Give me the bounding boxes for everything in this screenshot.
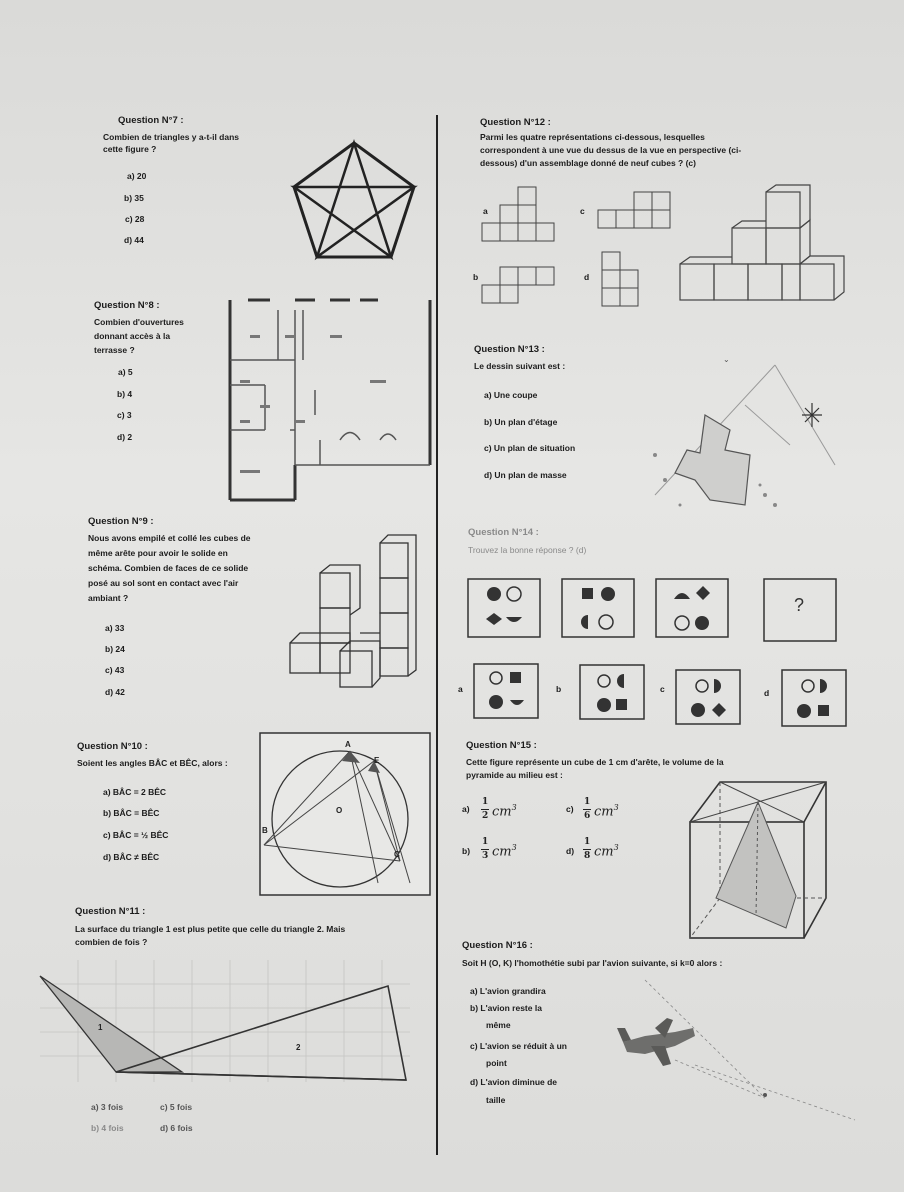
- q12-option-c-grid[interactable]: [596, 190, 681, 235]
- q16-option-c-cont: point: [486, 1058, 507, 1068]
- q12-label-b[interactable]: b: [473, 272, 479, 282]
- label-O: O: [336, 806, 343, 815]
- q11-title: Question N°11 :: [75, 906, 146, 917]
- q16-option-a[interactable]: a) L'avion grandira: [470, 986, 546, 996]
- q11-option-c[interactable]: c) 5 fois: [160, 1102, 193, 1112]
- circle-angles-figure: [260, 733, 430, 895]
- triangles-figure: [40, 960, 420, 1085]
- q15-text: pyramide au milieu est :: [466, 770, 563, 780]
- q9-option-c[interactable]: c) 43: [105, 665, 125, 675]
- exponent: 3: [613, 843, 619, 852]
- unit: cm: [594, 804, 614, 820]
- q14-label-b[interactable]: b: [556, 684, 562, 694]
- q15-option-a-label[interactable]: a): [462, 804, 470, 814]
- q9-title: Question N°9 :: [88, 516, 154, 527]
- q10-option-b[interactable]: b) BÂC = BÊC: [103, 808, 160, 818]
- q16-option-d[interactable]: d) L'avion diminue de: [470, 1077, 558, 1087]
- q14-label-d[interactable]: d: [764, 688, 770, 698]
- q12-label-a[interactable]: a: [483, 206, 488, 216]
- q10-option-d[interactable]: d) BÂC ≠ BÊC: [103, 852, 160, 862]
- label-A: A: [345, 740, 351, 749]
- q9-text: Nous avons empilé et collé les cubes de: [88, 533, 251, 543]
- q15-text: Cette figure représente un cube de 1 cm d'arête, le volume de la: [466, 757, 724, 767]
- label-C: C: [394, 850, 400, 859]
- label-E: E: [374, 756, 380, 765]
- column-divider: [436, 115, 438, 1155]
- stacked-cubes-figure: [288, 533, 423, 691]
- exponent: 3: [511, 803, 517, 812]
- floor-plan-figure: [220, 290, 435, 510]
- q8-option-d[interactable]: d) 2: [117, 432, 133, 442]
- q14-option-b[interactable]: [578, 663, 648, 723]
- isometric-cubes-figure: [678, 182, 853, 304]
- svg-text:⌄: ⌄: [723, 355, 730, 364]
- q14-option-a[interactable]: [472, 662, 542, 722]
- q7-title: Question N°7 :: [118, 115, 184, 126]
- q16-option-c[interactable]: c) L'avion se réduit à un: [470, 1041, 567, 1051]
- q9-text: schéma. Combien de faces de ce solide: [88, 563, 249, 573]
- q15-option-c-label[interactable]: c): [566, 804, 574, 814]
- exponent: 3: [511, 843, 517, 852]
- q8-option-a[interactable]: a) 5: [118, 367, 133, 377]
- q13-option-d[interactable]: d) Un plan de masse: [484, 470, 567, 480]
- q10-option-c[interactable]: c) BÂC = ½ BÊC: [103, 830, 169, 840]
- q11-option-b[interactable]: b) 4 fois: [91, 1123, 124, 1133]
- q10-title: Question N°10 :: [77, 741, 148, 752]
- denominator: 8: [584, 851, 591, 861]
- q7-option-a[interactable]: a) 20: [127, 171, 147, 181]
- q14-label-c[interactable]: c: [660, 684, 665, 694]
- q7-option-b[interactable]: b) 35: [124, 193, 144, 203]
- pentagon-star-figure: [290, 140, 420, 260]
- q12-option-b-grid[interactable]: [480, 265, 565, 310]
- q14-option-c[interactable]: [674, 668, 744, 728]
- q16-title: Question N°16 :: [462, 940, 533, 951]
- q11-option-a[interactable]: a) 3 fois: [91, 1102, 124, 1112]
- q14-label-a[interactable]: a: [458, 684, 463, 694]
- q12-label-c[interactable]: c: [580, 206, 585, 216]
- q11-option-d[interactable]: d) 6 fois: [160, 1123, 193, 1133]
- question-mark: ?: [794, 595, 805, 615]
- denominator: 2: [482, 811, 489, 821]
- q9-text: ambiant ?: [88, 593, 129, 603]
- q15-option-d-label[interactable]: d): [566, 846, 575, 856]
- unit: cm: [492, 804, 512, 820]
- q16-option-d-cont: taille: [486, 1095, 506, 1105]
- q8-text: donnant accès à la: [94, 331, 171, 341]
- q9-text: posé au sol sont en contact avec l'air: [88, 578, 239, 588]
- denominator: 3: [482, 851, 489, 861]
- q16-option-b[interactable]: b) L'avion reste la: [470, 1003, 542, 1013]
- q9-option-d[interactable]: d) 42: [105, 687, 125, 697]
- denominator: 6: [584, 811, 591, 821]
- unit: cm: [492, 844, 512, 860]
- numerator: 1: [584, 797, 591, 807]
- q12-option-d-grid[interactable]: [600, 250, 650, 318]
- q15-title: Question N°15 :: [466, 740, 537, 751]
- q12-option-a-grid[interactable]: [480, 185, 560, 245]
- q8-text: terrasse ?: [94, 345, 135, 355]
- q9-option-a[interactable]: a) 33: [105, 623, 125, 633]
- site-plan-figure: [615, 355, 840, 525]
- q12-text: dessous) d'un assemblage donné de neuf cubes ? (c): [480, 158, 696, 168]
- q10-option-a[interactable]: a) BÂC = 2 BÊC: [103, 787, 167, 797]
- q8-option-b[interactable]: b) 4: [117, 389, 133, 399]
- q14-option-d[interactable]: [780, 668, 850, 730]
- cube-pyramid-figure: [686, 778, 831, 942]
- numerator: 1: [482, 837, 489, 847]
- q7-text: Combien de triangles y a-t-il dans: [103, 132, 240, 142]
- q16-option-b-cont: même: [486, 1020, 511, 1030]
- numerator: 1: [584, 837, 591, 847]
- q13-text: Le dessin suivant est :: [474, 361, 566, 371]
- unit: cm: [594, 844, 614, 860]
- q11-text: combien de fois ?: [75, 937, 148, 947]
- q12-label-d[interactable]: d: [584, 272, 590, 282]
- q13-option-c[interactable]: c) Un plan de situation: [484, 443, 576, 453]
- q11-text: La surface du triangle 1 est plus petite que celle du triangle 2. Mais: [75, 924, 346, 934]
- q13-title: Question N°13 :: [474, 344, 545, 355]
- q9-text: même arête pour avoir le solide en: [88, 548, 228, 558]
- label-B: B: [262, 826, 268, 835]
- q14-title: Question N°14 :: [468, 527, 539, 538]
- exponent: 3: [613, 803, 619, 812]
- q9-option-b[interactable]: b) 24: [105, 644, 125, 654]
- triangle-2-label: 2: [296, 1043, 301, 1052]
- q7-option-d[interactable]: d) 44: [124, 235, 144, 245]
- q16-text: Soit H (O, K) l'homothétie subi par l'avion suivante, si k=0 alors :: [462, 958, 723, 968]
- q14-text: Trouvez la bonne réponse ? (d): [468, 545, 587, 555]
- airplane-homothety-figure: [615, 980, 865, 1130]
- q15-option-b-label[interactable]: b): [462, 846, 471, 856]
- numerator: 1: [482, 797, 489, 807]
- q13-option-a[interactable]: a) Une coupe: [484, 390, 538, 400]
- q12-title: Question N°12 :: [480, 117, 551, 128]
- q7-option-c[interactable]: c) 28: [125, 214, 145, 224]
- q12-text: Parmi les quatre représentations ci-dessous, lesquelles: [480, 132, 705, 142]
- q7-text: cette figure ?: [103, 144, 157, 154]
- q13-option-b[interactable]: b) Un plan d'étage: [484, 417, 558, 427]
- q8-text: Combien d'ouvertures: [94, 317, 184, 327]
- q10-text: Soient les angles BÂC et BÊC, alors :: [77, 758, 228, 768]
- q14-sequence: [466, 575, 846, 645]
- q8-title: Question N°8 :: [94, 300, 160, 311]
- q12-text: correspondent à une vue du dessus de la vue en perspective (ci-: [480, 145, 742, 155]
- q8-option-c[interactable]: c) 3: [117, 410, 132, 420]
- triangle-1-label: 1: [98, 1023, 103, 1032]
